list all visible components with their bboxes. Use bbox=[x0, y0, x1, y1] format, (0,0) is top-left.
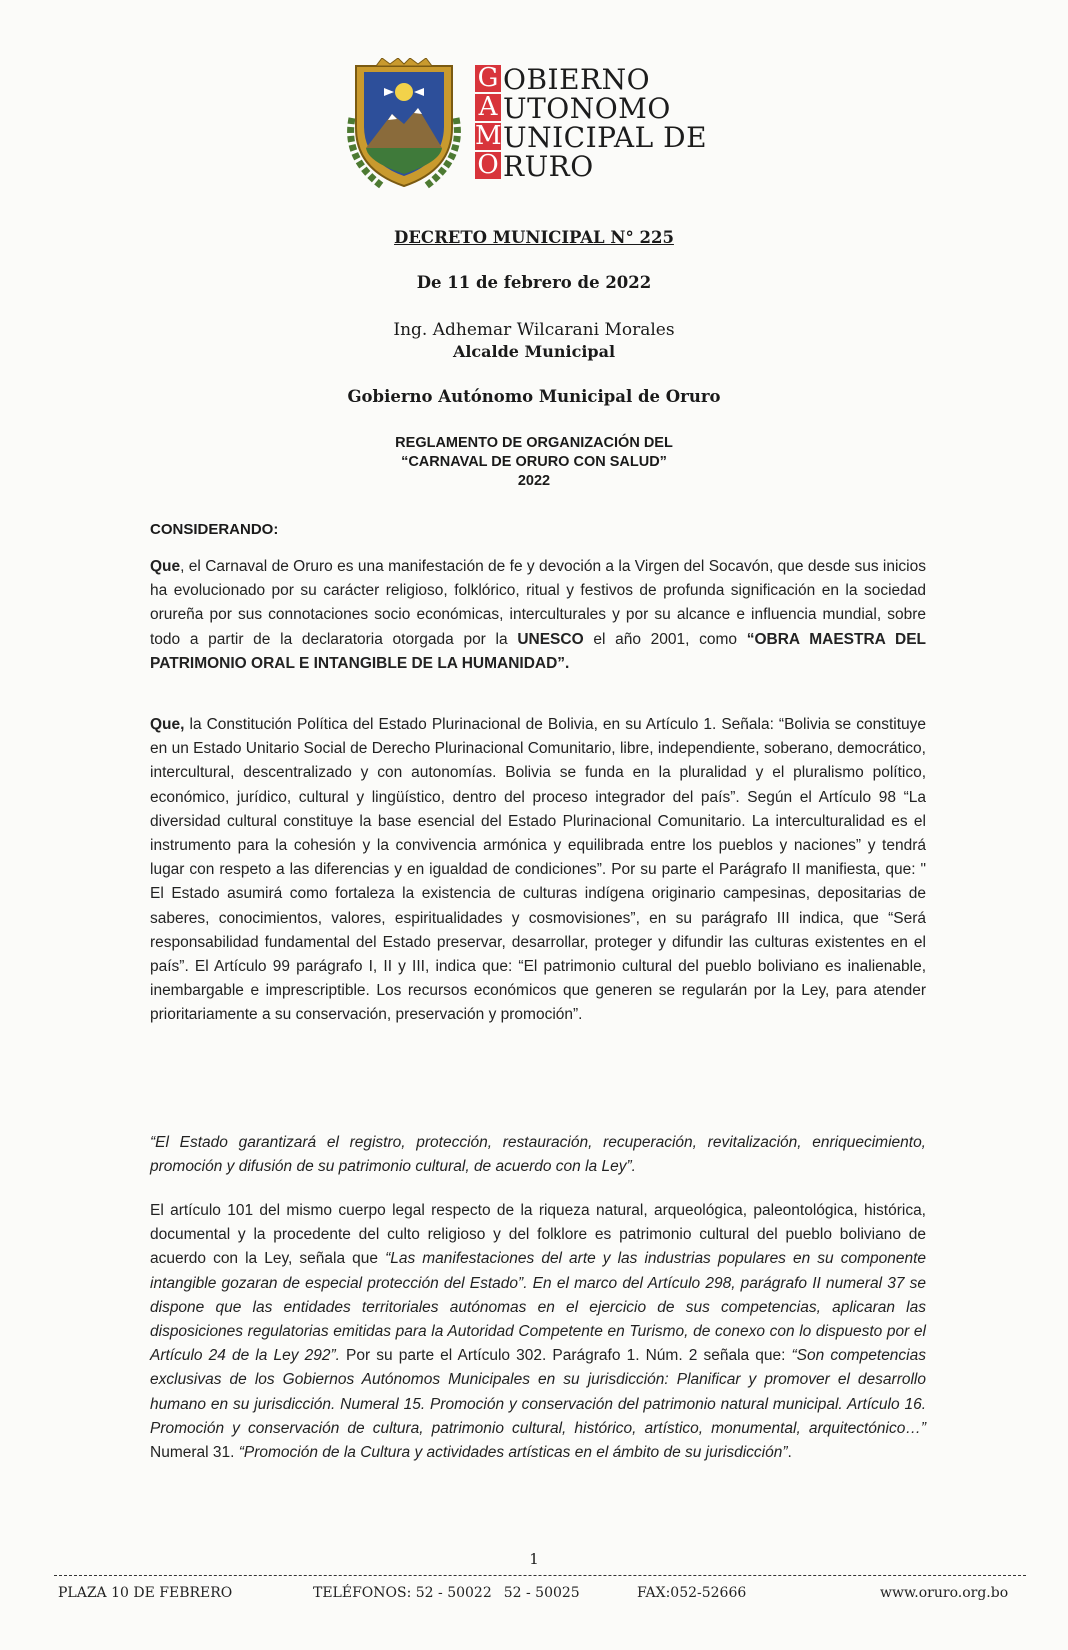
p4-text-a: El artículo 101 del mismo cuerpo legal respecto de la riqueza natural, arqueológica, paleontológica, histórica, documental y la procedente del culto religioso y del folklore es patrimonio cultural del pueblo boliviano de acuerdo con la Ley, señala que bbox=[150, 1202, 926, 1268]
p1-text-a: , el Carnaval de Oruro es una manifestación de fe y devoción a la Virgen del Socavón, que desde sus inicios ha evolucionado por su carácter religioso, folklórico, ritual y festivos de profunda significación en la sociedad orureña por sus connotaciones socio económicas, interculturales y por su alcance e influencia mundial, sobre todo a partir de la declaratoria otorgada por la bbox=[150, 558, 926, 648]
p1-declaration-title: “OBRA MAESTRA DEL PATRIMONIO ORAL E INTANGIBLE DE LA HUMANIDAD” bbox=[150, 630, 926, 672]
footer-phone-2: 52 - 50025 bbox=[503, 1585, 580, 1601]
decree-number: DECRETO MUNICIPAL N° 225 bbox=[394, 228, 674, 247]
regulation-year: 2022 bbox=[517, 473, 551, 489]
p1-end: . bbox=[565, 654, 570, 672]
brand-initial-o: O bbox=[475, 152, 501, 179]
paragraph-2 bbox=[150, 713, 926, 1028]
footer-divider bbox=[54, 1575, 1026, 1576]
mayor-name: Ing. Adhemar Wilcarani Morales bbox=[393, 320, 675, 340]
p1-lead: Que bbox=[150, 558, 181, 575]
brand-row-2 bbox=[475, 94, 707, 123]
brand-row-4 bbox=[475, 152, 707, 181]
oruro-coat-of-arms-icon bbox=[342, 58, 466, 194]
footer-phone-1: TELÉFONOS: 52 - 50022 bbox=[313, 1585, 492, 1601]
brand-word-autonomo: UTONOMO bbox=[503, 92, 671, 125]
p2-text: la Constitución Política del Estado Plurinacional de Bolivia, en su Artículo 1. Señala: “Bolivia se constituye en un Estado Unitario Social de Derecho Plurinacional Comunitario, libre, independiente, soberano, democrático, intercultural, descentralizado y con autonomías. Bolivia se funda en la pluralidad y el pluralismo político, económico, jurídico, cultural y lingüístico, dentro del proceso integrador del país”. Según el Artículo 98 “La diversidad cultural constituye la base esencial del Estado Plurinacional Comunitario. La interculturalidad es el instrumento para la cohesión y la convivencia armónica y equilibrada entre los pueblos y naciones” y tendrá lugar con respeto a las diferencias y en igualdad de condiciones”. Por su parte el Parágrafo II manifiesta, que: " El Estado asumirá como fortaleza la existencia de culturas indígena originario campesinas, depositarias de saberes, conocimientos, valores, espiritualidades y cosmovisiones”, en su parágrafo III indica, que “Será responsabilidad fundamental del Estado preservar, desarrollar, proteger y difundir las culturas existentes en el país”. El Artículo 99 parágrafo I, II y III, indica que: “El patrimonio cultural del pueblo boliviano es inalienable, inembargable e imprescriptible. Los recursos económicos que generen se regularán por la Ley, para atender prioritariamente a su conservación, preservación y promoción”. bbox=[150, 716, 926, 1024]
brand-initial-g: G bbox=[475, 65, 501, 92]
paragraph-3 bbox=[150, 1131, 926, 1179]
brand-row-3 bbox=[475, 123, 707, 152]
considerando-heading: CONSIDERANDO: bbox=[150, 521, 279, 538]
p1-text-b: el año 2001, como bbox=[583, 630, 747, 648]
regulation-title-line-2: “CARNAVAL DE ORURO CON SALUD” bbox=[401, 454, 667, 470]
p2-lead: Que, bbox=[150, 716, 185, 733]
mayor-role: Alcalde Municipal bbox=[452, 342, 616, 361]
p4-end: . bbox=[787, 1444, 792, 1462]
p4-text-b: Por su parte el Artículo 302. Parágrafo 1. Núm. 2 señala que: bbox=[339, 1347, 792, 1365]
p4-text-c: Numeral 31. bbox=[150, 1444, 239, 1462]
footer-address: PLAZA 10 DE FEBRERO bbox=[58, 1585, 233, 1601]
p4-italic-c: “Promoción de la Cultura y actividades artísticas en el ámbito de su jurisdicción” bbox=[238, 1444, 788, 1462]
regulation-title-line-1: REGLAMENTO DE ORGANIZACIÓN DEL bbox=[395, 435, 673, 451]
footer-website: www.oruro.org.bo bbox=[880, 1585, 1009, 1601]
footer-phones bbox=[313, 1585, 580, 1601]
brand-initial-a: A bbox=[475, 94, 501, 121]
paragraph-4 bbox=[150, 1199, 926, 1465]
paragraph-1 bbox=[150, 555, 926, 676]
footer-fax: FAX:052-52666 bbox=[637, 1585, 747, 1601]
government-name: Gobierno Autónomo Municipal de Oruro bbox=[347, 387, 721, 406]
page-number: 1 bbox=[529, 1550, 539, 1568]
p4-italic-a: “Las manifestaciones del arte y las industrias populares en su componente intangible gozaran de especial protección del Estado”. En el marco del Artículo 298, parágrafo II numeral 37 se dispone que las entidades territoriales autónomas en el ejercicio de sus competencias, aplicaran las disposiciones regulatorias emitidas para la Autoridad Competente en Turismo, de conexo con lo dispuesto por el Artículo 24 de la Ley 292”. bbox=[150, 1250, 927, 1365]
brand-word-oruro: RURO bbox=[503, 150, 594, 183]
p1-unesco: UNESCO bbox=[517, 630, 584, 648]
p3-text: “El Estado garantizará el registro, protección, restauración, recuperación, revitalización, enriquecimiento, promoción y difusión de su patrimonio cultural, de acuerdo con la Ley”. bbox=[150, 1134, 926, 1176]
brand-word-gobierno: OBIERNO bbox=[503, 63, 651, 96]
brand-row-1 bbox=[475, 65, 707, 94]
gamo-brand bbox=[475, 65, 707, 181]
decree-date: De 11 de febrero de 2022 bbox=[416, 273, 652, 292]
brand-word-municipal: UNICIPAL DE bbox=[503, 121, 708, 154]
brand-initial-m: M bbox=[475, 121, 502, 151]
letterhead bbox=[342, 58, 722, 194]
p4-italic-b: “Son competencias exclusivas de los Gobiernos Autónomos Municipales en su jurisdicción: Planificar y promover el desarrollo humano en su jurisdicción. Numeral 15. Promoción y conservación del patrimonio natural municipal. Artículo 16. Promoción y conservación de cultura, patrimonio cultural, histórico, artístico, monumental, arquitectónico…” bbox=[150, 1347, 926, 1437]
